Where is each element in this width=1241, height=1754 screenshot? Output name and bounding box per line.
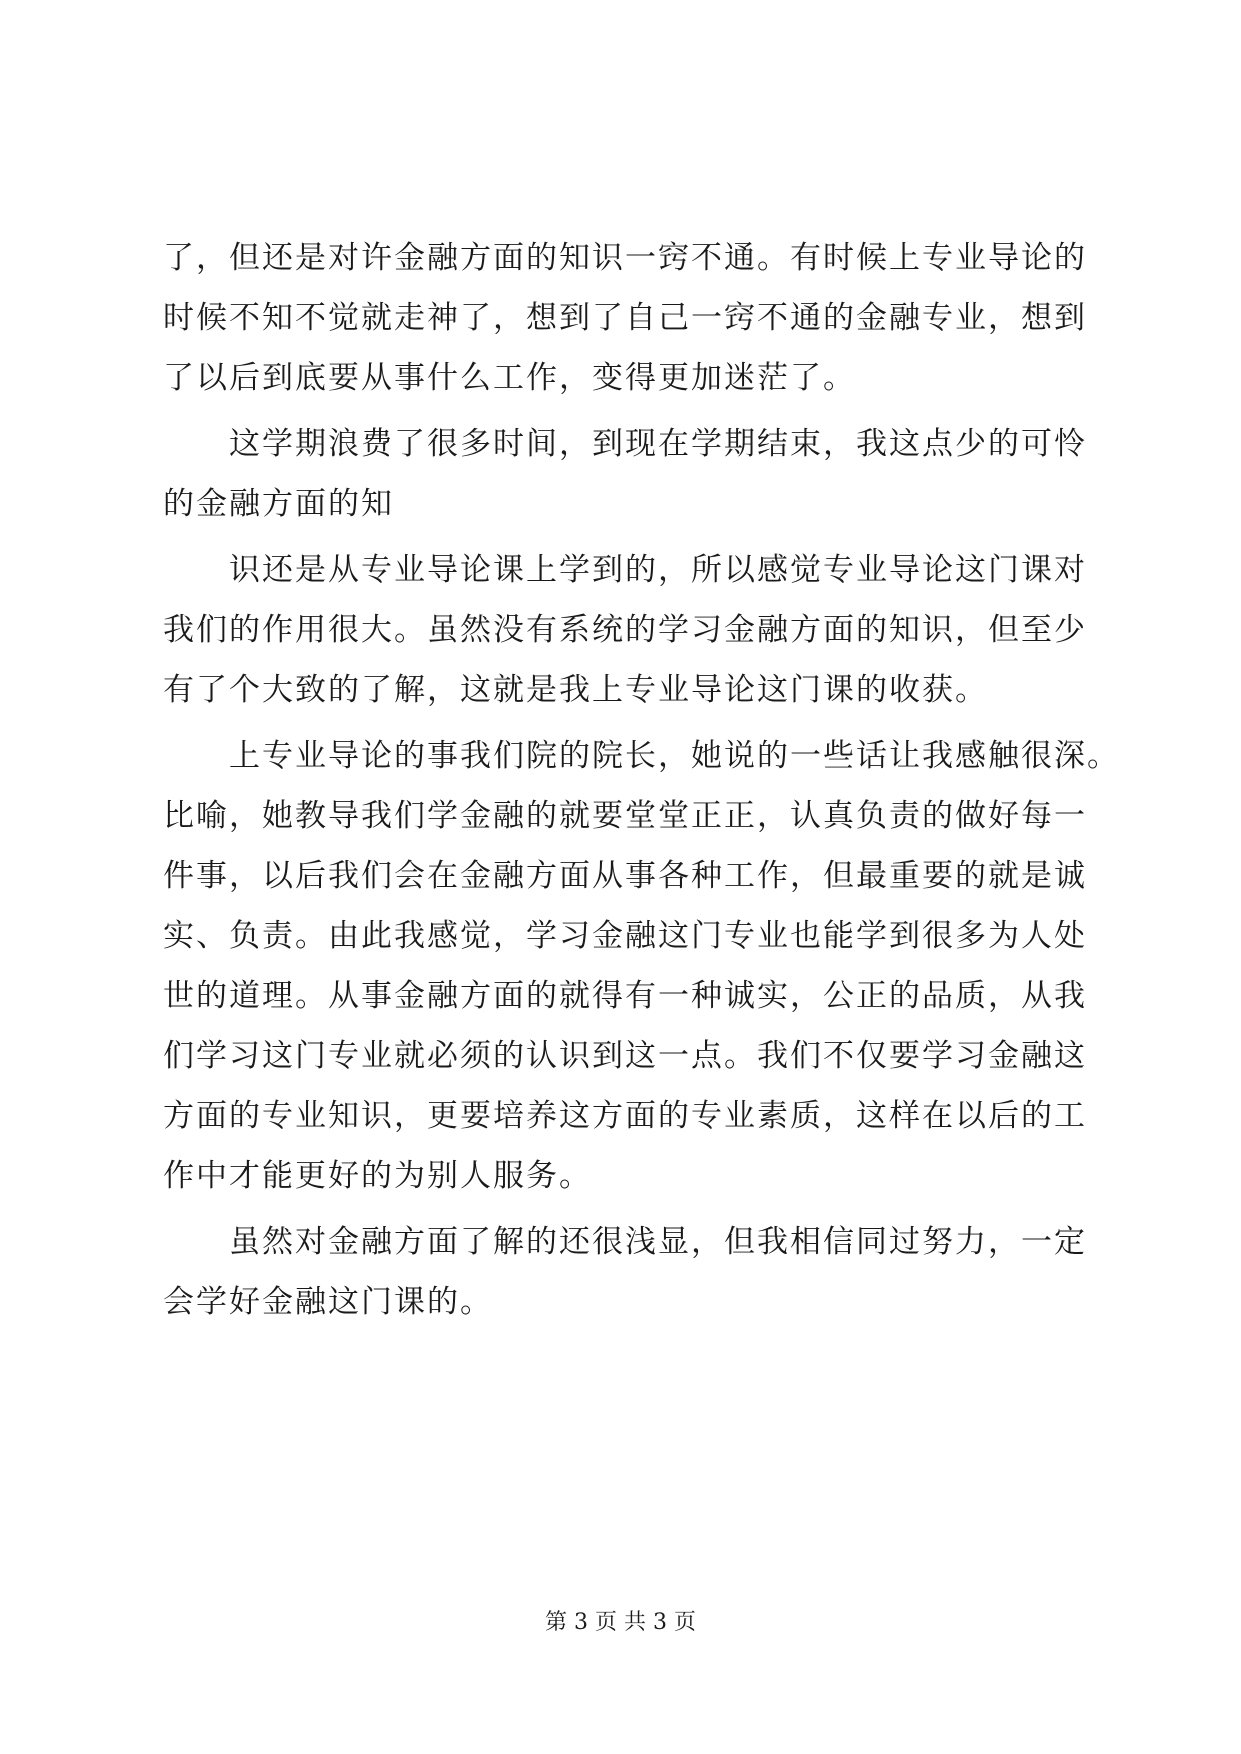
text-line: 比喻，她教导我们学金融的就要堂堂正正，认真负责的做好每一 xyxy=(163,798,1087,834)
text-line: 这学期浪费了很多时间，到现在学期结束，我这点少的可怜 xyxy=(163,426,1087,462)
text-line: 识还是从专业导论课上学到的，所以感觉专业导论这门课对 xyxy=(163,552,1087,588)
text-line: 的金融方面的知 xyxy=(163,486,394,522)
text-line: 有了个大致的了解，这就是我上专业导论这门课的收获。 xyxy=(163,672,988,708)
text-line: 世的道理。从事金融方面的就得有一种诚实，公正的品质，从我 xyxy=(163,978,1087,1014)
text-line: 方面的专业知识，更要培养这方面的专业素质，这样在以后的工 xyxy=(163,1098,1087,1134)
text-line: 了，但还是对许金融方面的知识一窍不通。有时候上专业导论的 xyxy=(163,240,1087,276)
text-line: 会学好金融这门课的。 xyxy=(163,1284,493,1320)
document-body xyxy=(163,228,1120,1332)
text-line: 虽然对金融方面了解的还很浅显，但我相信同过努力，一定 xyxy=(163,1224,1087,1260)
text-line: 们学习这门专业就必须的认识到这一点。我们不仅要学习金融这 xyxy=(163,1038,1087,1074)
page-number-footer: 第 3 页 共 3 页 xyxy=(545,1610,696,1635)
text-line: 件事，以后我们会在金融方面从事各种工作，但最重要的就是诚 xyxy=(163,858,1087,894)
text-line: 作中才能更好的为别人服务。 xyxy=(163,1158,592,1194)
text-line: 上专业导论的事我们院的院长，她说的一些话让我感触很深。 xyxy=(163,738,1120,774)
text-line: 了以后到底要从事什么工作，变得更加迷茫了。 xyxy=(163,360,856,396)
text-line: 我们的作用很大。虽然没有系统的学习金融方面的知识，但至少 xyxy=(163,612,1087,648)
text-line: 时候不知不觉就走神了，想到了自己一窍不通的金融专业，想到 xyxy=(163,300,1087,336)
text-line: 实、负责。由此我感觉，学习金融这门专业也能学到很多为人处 xyxy=(163,918,1087,954)
